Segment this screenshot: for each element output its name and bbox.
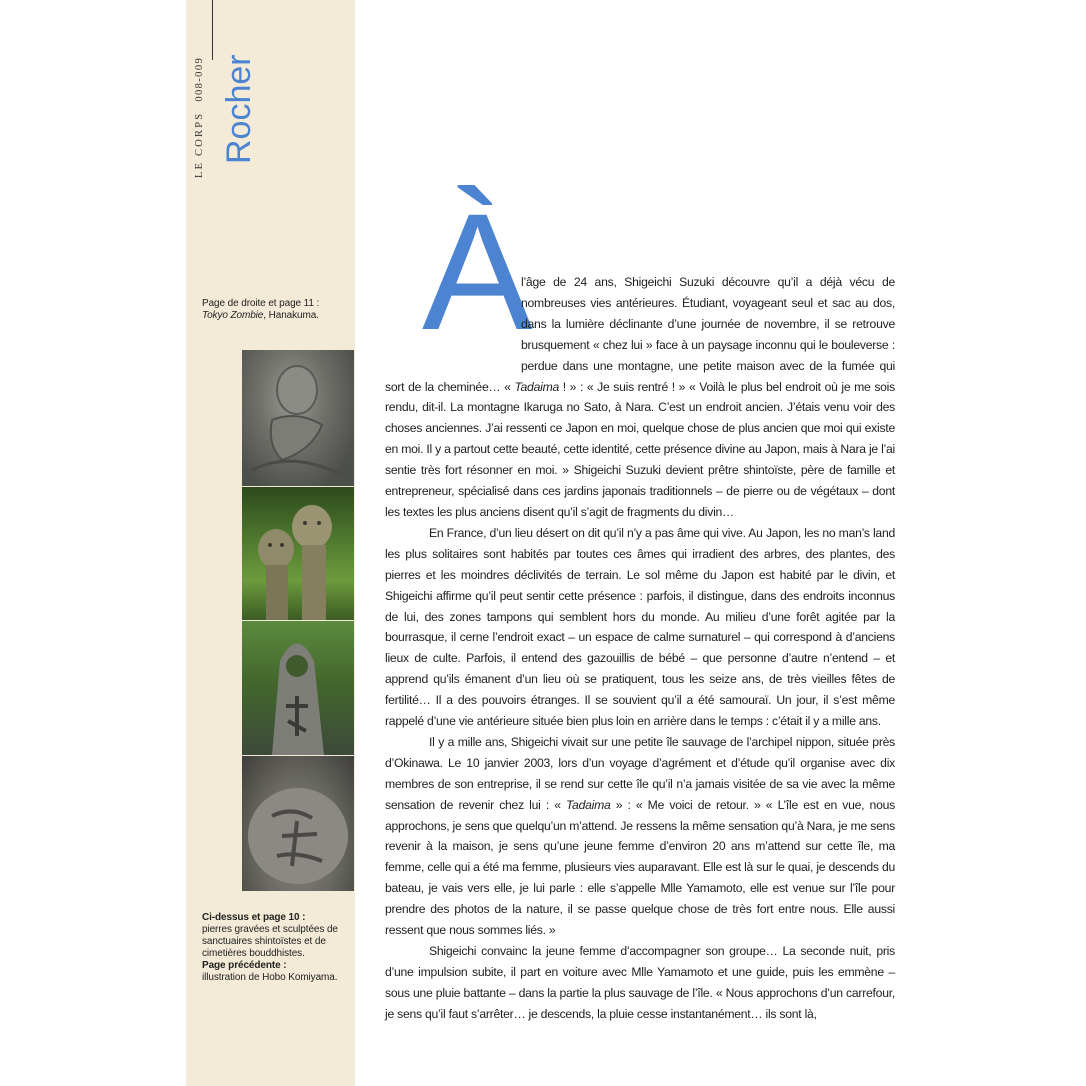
photo-engraved-boulder — [242, 756, 354, 891]
drop-cap-spacer — [385, 272, 521, 356]
photo-strip — [242, 350, 354, 891]
section-label — [194, 57, 205, 178]
article-body — [385, 272, 895, 1025]
page-title: Rocher — [220, 54, 258, 164]
caption-title: Tokyo Zombie — [202, 310, 264, 321]
photo-stone-monument — [242, 621, 354, 755]
page-numbers: 008-009 — [194, 56, 205, 102]
section-name: LE CORPS — [194, 111, 205, 178]
caption-heading: Page précédente : — [202, 960, 287, 971]
text-run: ! » : « Je suis rentré ! » « Voilà le plus bel endroit où je me sois rendu, dit-il. La montagne Ikaruga no Sato, à Nara. C’est un endroit ancien. J’étais venu voir des choses anciennes. J’ai ressenti ce Japon en moi, quelque chose de plus ancien que moi qui existe en moi. Il y a partout cette beauté, cette identité, cette présence divine au Japon, mais à Nara je l’ai sentie très fort résonner en moi. » Shigeichi Suzuki devient prêtre shintoïste, père de famille et entrepreneur, spécialisé dans ces jardins japonais traditionnels – de pierre ou de végétaux – dont les textes les plus anciens disent qu’il s’agit de fragments du divin… — [385, 379, 895, 519]
vertical-rule — [212, 0, 213, 60]
paragraph — [385, 732, 895, 941]
caption-author: , Hanakuma. — [263, 310, 319, 321]
text-run: l’âge de 24 ans, Shigeichi Suzuki découvre qu’il a déjà vécu de nombreuses vies antérieures. Étudiant, voyageant seul et sac au dos, dans la lumière déclinante d’une journée de novembre, il se retrouve brusquement « chez lui » face à un paysage inconnu qui le bouleverse : perdue dans une montagne, une petite maison avec de la fumée qui sort de la cheminée… « — [385, 275, 895, 394]
paragraph: En France, d’un lieu désert on dit qu’il n’y a pas âme qui vive. Au Japon, les no man’s land les plus solitaires sont habités par toutes ces âmes qui irradient des arbres, des plantes, des pierres et les moindres déclivités de terrain. Le sol même du Japon est habité par le divin, et Shigeichi affirme qu’il peut sentir cette présence : parfois, il distingue, dans des endroits inconnus de lui, des zones tampons qui semblent hors du monde. Au milieu d’une forêt agitée par la bourrasque, il cerne l’endroit exact – un espace de calme surnaturel – qui correspond à d’anciens lieux de culte. Parfois, il entend des gazouillis de bébé – que personne d’autre n’entend – et apprend qu’ils émanent d’un lieu où se pratiquent, tous les seize ans, de très vieilles fêtes de fertilité… Il a des pouvoirs étranges. Il se souvient qu’il a été samouraï. Un jour, il s’est même rappelé d’une vie antérieure située bien plus loin en arrière dans le temps : c’était il y a mille ans. — [385, 525, 895, 729]
drop-cap: À — [422, 180, 533, 365]
text-run: Il y a mille ans, Shigeichi vivait sur une petite île sauvage de l’archipel nippon, située près d’Okinawa. Le 10 janvier 2003, lors d’un voyage d’agrément et d’étude qu’il organise avec dix membres de son entreprise, il se rend sur cette île qu’il n’a jamais visitée de sa vie avec la même sensation de revenir chez lui : « — [385, 734, 895, 812]
italic-term: Tadaima — [514, 379, 560, 394]
caption-stones — [202, 912, 342, 984]
photo-carved-stone-relief — [242, 350, 354, 486]
caption-line — [202, 310, 342, 322]
caption-right-page — [202, 298, 342, 322]
paragraph: Shigeichi convainc la jeune femme d’accompagner son groupe… La seconde nuit, pris d’une impulsion subite, il part en voiture avec Mlle Yamamoto et une guide, puis les emmène – sous une pluie battante – dans la partie la plus sauvage de l’île. « Nous approchons d’un carrefour, je sens qu’il faut s’arrêter… je descends, la pluie cesse instantanément… ils sont là, — [385, 944, 895, 1021]
caption-line: Page de droite et page 11 : — [202, 298, 320, 309]
photo-stone-faces — [242, 487, 354, 620]
caption-heading: Ci-dessus et page 10 : — [202, 912, 306, 923]
italic-term: Tadaima — [565, 797, 611, 812]
caption-text: illustration de Hobo Komiyama. — [202, 972, 338, 983]
paragraph — [385, 272, 895, 523]
text-run: » : « Me voici de retour. » « L’île est en vue, nous approchons, je sens que quelqu’un m’attend. Je ressens la même sensation qu’à Nara, je me sens revenir à la maison, je sens qu’une jeune femme d’environ 20 ans m’attend sur cette île, ma femme, celle qui a été ma femme, plusieurs vies auparavant. Elle est là sur le quai, je descends du bateau, je vais vers elle, je lui parle : elle s’appelle Mlle Yamamoto, elle est venue sur l’île pour prendre des photos de la nature, il se passe quelque chose de très fort entre nous. Elle aussi ressent que nous sommes liés. » — [385, 797, 895, 938]
caption-text: pierres gravées et sculptées de sanctuaires shintoïstes et de cimetières bouddhistes. — [202, 924, 338, 959]
